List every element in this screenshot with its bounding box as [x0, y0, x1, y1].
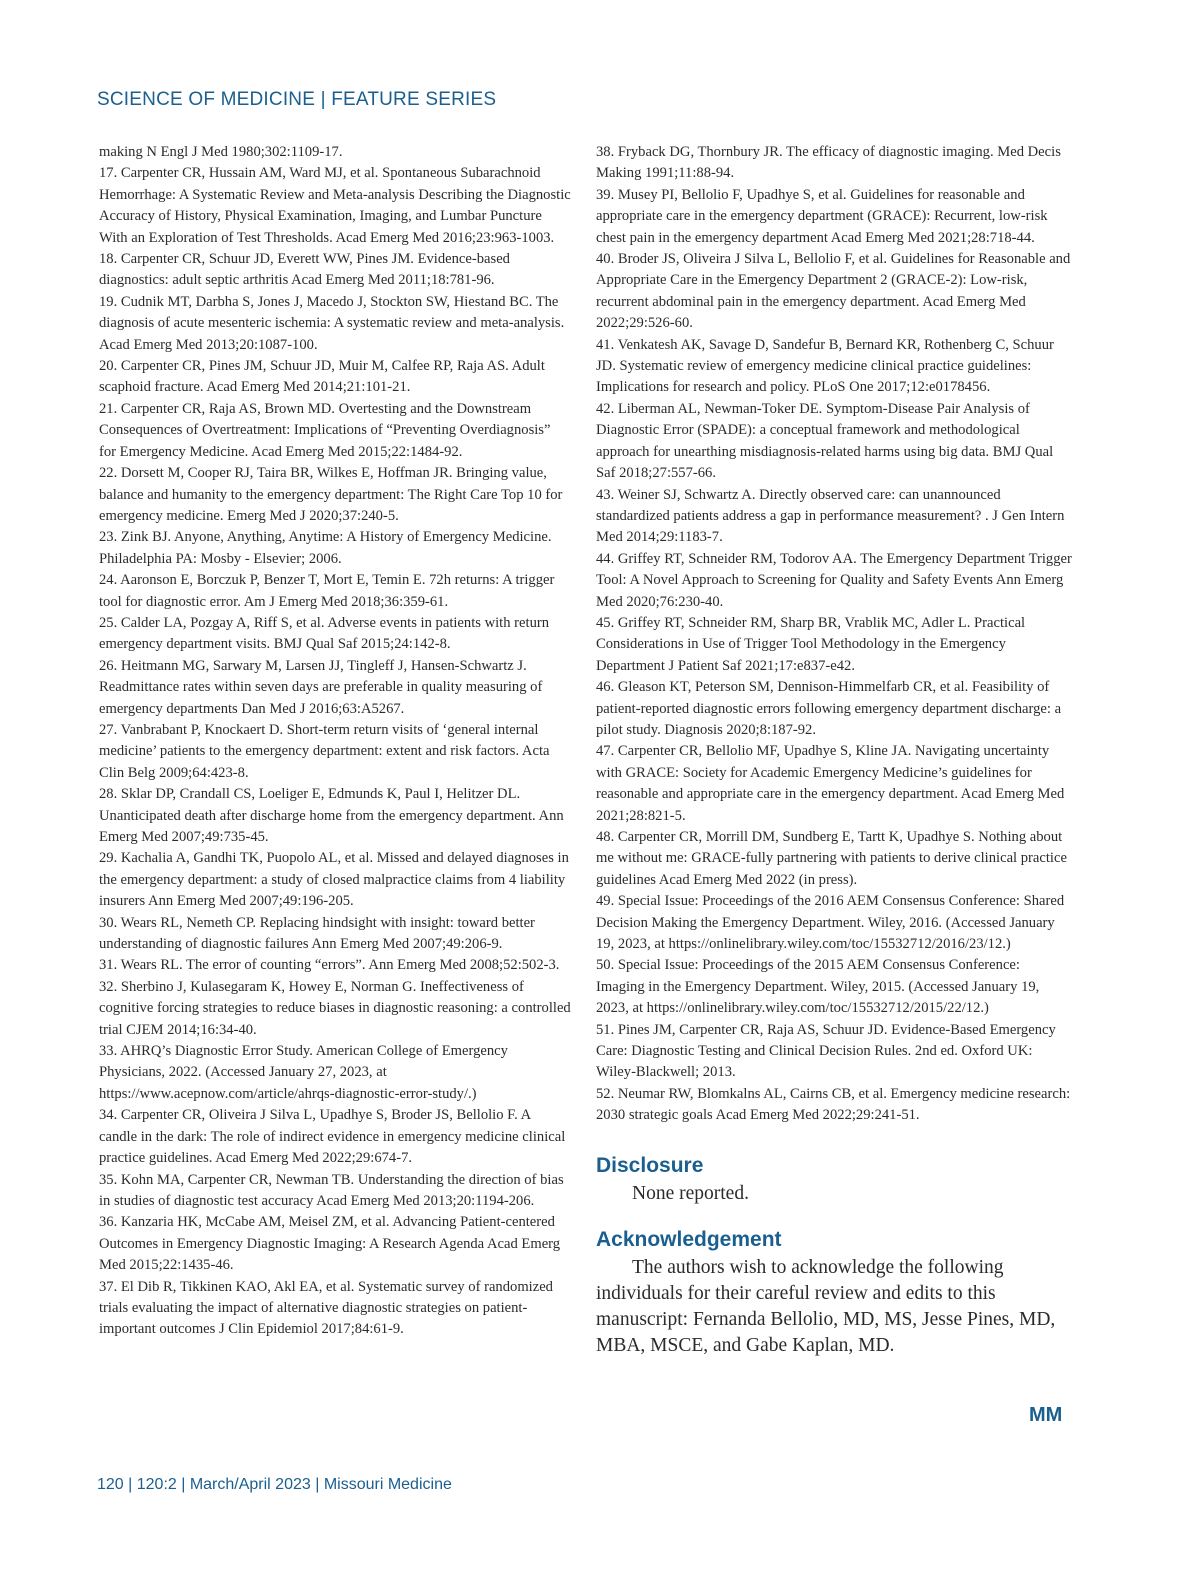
reference-item: 27. Vanbrabant P, Knockaert D. Short-term return visits of ‘general internal medicine’ patients to the emergency department: extent and risk factors. Acta Clin Belg 2009;64:423-8.	[99, 721, 550, 781]
reference-item: 39. Musey PI, Bellolio F, Upadhye S, et al. Guidelines for reasonable and appropriate care in the emergency department (GRACE): Recurrent, low-risk chest pain in the emergency department Acad Emerg Med 2021;28:718-44.	[596, 186, 1048, 246]
reference-item: 50. Special Issue: Proceedings of the 2015 AEM Consensus Conference: Imaging in the Emergency Department. Wiley, 2015. (Accessed January 19, 2023, at https://onlinelibrary.wiley.com/toc/15532712/2015/22/12.)	[596, 957, 1040, 1017]
reference-item: 30. Wears RL, Nemeth CP. Replacing hindsight with insight: toward better understanding of diagnostic failures Ann Emerg Med 2007;49:206-9.	[99, 914, 535, 953]
reference-item: 41. Venkatesh AK, Savage D, Sandefur B, Bernard KR, Rothenberg C, Schuur JD. Systematic review of emergency medicine clinical practice guidelines: Implications for research and policy. PLoS One 2017;12:e0178456.	[596, 336, 1054, 396]
running-header: SCIENCE OF MEDICINE | FEATURE SERIES	[97, 89, 497, 110]
disclosure-heading: Disclosure	[596, 1153, 704, 1177]
acknowledgement-text: The authors wish to acknowledge the following individuals for their careful review and edits to this manuscript: Fernanda Bellolio, MD, MS, Jesse Pines, MD, MBA, MSCE, and Gabe Kaplan, MD.	[596, 1256, 1056, 1356]
reference-item: 32. Sherbino J, Kulasegaram K, Howey E, Norman G. Ineffectiveness of cognitive forcing strategies to reduce biases in diagnostic reasoning: a controlled trial CJEM 2014;16:34-40.	[99, 978, 571, 1038]
reference-item: 42. Liberman AL, Newman-Toker DE. Symptom-Disease Pair Analysis of Diagnostic Error (SPADE): a conceptual framework and methodological approach for unearthing misdiagnosis-related harms using big data. BMJ Qual Saf 2018;27:557-66.	[596, 400, 1054, 482]
reference-item: 48. Carpenter CR, Morrill DM, Sundberg E, Tartt K, Upadhye S. Nothing about me without me: GRACE-fully partnering with patients to derive clinical practice guidelines Acad Emerg Med 2022 (in press).	[596, 829, 1067, 888]
disclosure-text: None reported.	[632, 1182, 749, 1204]
references-right-column	[596, 142, 1072, 1359]
reference-item: making N Engl J Med 1980;302:1109-17.	[99, 144, 343, 160]
reference-item: 52. Neumar RW, Blomkalns AL, Cairns CB, et al. Emergency medicine research: 2030 strategic goals Acad Emerg Med 2022;29:241-51.	[596, 1085, 1071, 1124]
page-footer: 120 | 120:2 | March/April 2023 | Missouri Medicine	[97, 1476, 452, 1493]
reference-item: 19. Cudnik MT, Darbha S, Jones J, Macedo J, Stockton SW, Hiestand BC. The diagnosis of acute mesenteric ischemia: A systematic review and meta-analysis. Acad Emerg Med 2013;20:1087-100.	[99, 293, 565, 353]
reference-item: 35. Kohn MA, Carpenter CR, Newman TB. Understanding the direction of bias in studies of diagnostic test accuracy Acad Emerg Med 2013;20:1194-206.	[99, 1171, 564, 1209]
reference-item: 18. Carpenter CR, Schuur JD, Everett WW, Pines JM. Evidence-based diagnostics: adult septic arthritis Acad Emerg Med 2011;18:781-96.	[99, 251, 510, 289]
references-left-column	[99, 142, 571, 1341]
reference-item: 20. Carpenter CR, Pines JM, Schuur JD, Muir M, Calfee RP, Raja AS. Adult scaphoid fracture. Acad Emerg Med 2014;21:101-21.	[99, 358, 545, 396]
reference-item: 44. Griffey RT, Schneider RM, Todorov AA. The Emergency Department Trigger Tool: A Novel Approach to Screening for Quality and Safety Events Ann Emerg Med 2020;76:230-40.	[596, 550, 1072, 610]
reference-item: 47. Carpenter CR, Bellolio MF, Upadhye S, Kline JA. Navigating uncertainty with GRACE: Society for Academic Emergency Medicine’s guidelines for reasonable and appropriate care in the emergency department. Acad Emerg Med 2021;28:821-5.	[596, 743, 1065, 824]
reference-item: 23. Zink BJ. Anyone, Anything, Anytime: A History of Emergency Medicine. Philadelphia PA: Mosby - Elsevier; 2006.	[99, 529, 552, 567]
reference-item: 38. Fryback DG, Thornbury JR. The efficacy of diagnostic imaging. Med Decis Making 1991;11:88-94.	[596, 144, 1061, 182]
reference-item: 46. Gleason KT, Peterson SM, Dennison-Himmelfarb CR, et al. Feasibility of patient-reported diagnostic errors following emergency department discharge: a pilot study. Diagnosis 2020;8:187-92.	[596, 679, 1062, 738]
reference-item: 21. Carpenter CR, Raja AS, Brown MD. Overtesting and the Downstream Consequences of Overtreatment: Implications of “Preventing Overdiagnosis” for Emergency Medicine. Acad Emerg Med 2015;22:1484-92.	[99, 400, 551, 460]
reference-item: 43. Weiner SJ, Schwartz A. Directly observed care: can unannounced standardized patients address a gap in performance measurement? . J Gen Intern Med 2014;29:1183-7.	[596, 486, 1065, 546]
reference-item: 25. Calder LA, Pozgay A, Riff S, et al. Adverse events in patients with return emergency department visits. BMJ Qual Saf 2015;24:142-8.	[99, 614, 550, 653]
reference-item: 17. Carpenter CR, Hussain AM, Ward MJ, et al. Spontaneous Subarachnoid Hemorrhage: A Systematic Review and Meta-analysis Describing the Diagnostic Accuracy of History, Physical Examination, Imaging, and Lumbar Puncture With an Exploration of Test Thresholds. Acad Emerg Med 2016;23:963-1003.	[99, 165, 571, 246]
reference-item: 29. Kachalia A, Gandhi TK, Puopolo AL, et al. Missed and delayed diagnoses in the emergency department: a study of closed malpractice claims from 4 liability insurers Ann Emerg Med 2007;49:196-205.	[99, 850, 569, 910]
reference-item: 31. Wears RL. The error of counting “errors”. Ann Emerg Med 2008;52:502-3.	[99, 957, 560, 974]
reference-item: 51. Pines JM, Carpenter CR, Raja AS, Schuur JD. Evidence-Based Emergency Care: Diagnostic Testing and Clinical Decision Rules. 2nd ed. Oxford UK: Wiley-Blackwell; 2013.	[596, 1021, 1056, 1081]
reference-item: 40. Broder JS, Oliveira J Silva L, Bellolio F, et al. Guidelines for Reasonable and Appropriate Care in the Emergency Department 2 (GRACE-2): Low-risk, recurrent abdominal pain in the emergency department. Acad Emerg Med 2022;29:526-60.	[596, 251, 1071, 332]
reference-item: 22. Dorsett M, Cooper RJ, Taira BR, Wilkes E, Hoffman JR. Bringing value, balance and humanity to the emergency department: The Right Care Top 10 for emergency medicine. Emerg Med J 2020;37:240-5.	[99, 465, 563, 524]
reference-item: 28. Sklar DP, Crandall CS, Loeliger E, Edmunds K, Paul I, Helitzer DL. Unanticipated death after discharge home from the emergency department. Ann Emerg Med 2007;49:735-45.	[99, 786, 564, 845]
reference-item: 34. Carpenter CR, Oliveira J Silva L, Upadhye S, Broder JS, Bellolio F. A candle in the dark: The role of indirect evidence in emergency medicine clinical practice guidelines. Acad Emerg Med 2022;29:674-7.	[99, 1107, 566, 1167]
missouri-medicine-logo: MM	[1029, 1404, 1063, 1426]
reference-item: 45. Griffey RT, Schneider RM, Sharp BR, Vrablik MC, Adler L. Practical Considerations in Use of Trigger Tool Methodology in the Emergency Department J Patient Saf 2021;17:e837-e42.	[596, 614, 1026, 674]
acknowledgement-heading: Acknowledgement	[596, 1227, 782, 1251]
reference-item: 24. Aaronson E, Borczuk P, Benzer T, Mort E, Temin E. 72h returns: A trigger tool for diagnostic error. Am J Emerg Med 2018;36:359-61.	[99, 572, 555, 610]
reference-item: 37. El Dib R, Tikkinen KAO, Akl EA, et al. Systematic survey of randomized trials evaluating the impact of alternative diagnostic strategies on patient-important outcomes J Clin Epidemiol 2017;84:61-9.	[99, 1278, 553, 1338]
reference-item: 33. AHRQ’s Diagnostic Error Study. American College of Emergency Physicians, 2022. (Accessed January 27, 2023, at https://www.acepnow.com/article/ahrqs-diagnostic-error-study/.)	[99, 1043, 508, 1102]
reference-item: 49. Special Issue: Proceedings of the 2016 AEM Consensus Conference: Shared Decision Making the Emergency Department. Wiley, 2016. (Accessed January 19, 2023, at https://onlinelibrary.wiley.com/toc/15532712/2016/23/12.)	[596, 893, 1065, 953]
reference-item: 26. Heitmann MG, Sarwary M, Larsen JJ, Tingleff J, Hansen-Schwartz J. Readmittance rates within seven days are preferable in quality measuring of emergency departments Dan Med J 2016;63:A5267.	[99, 657, 543, 717]
reference-item: 36. Kanzaria HK, McCabe AM, Meisel ZM, et al. Advancing Patient-centered Outcomes in Emergency Diagnostic Imaging: A Research Agenda Acad Emerg Med 2015;22:1435-46.	[99, 1214, 561, 1274]
